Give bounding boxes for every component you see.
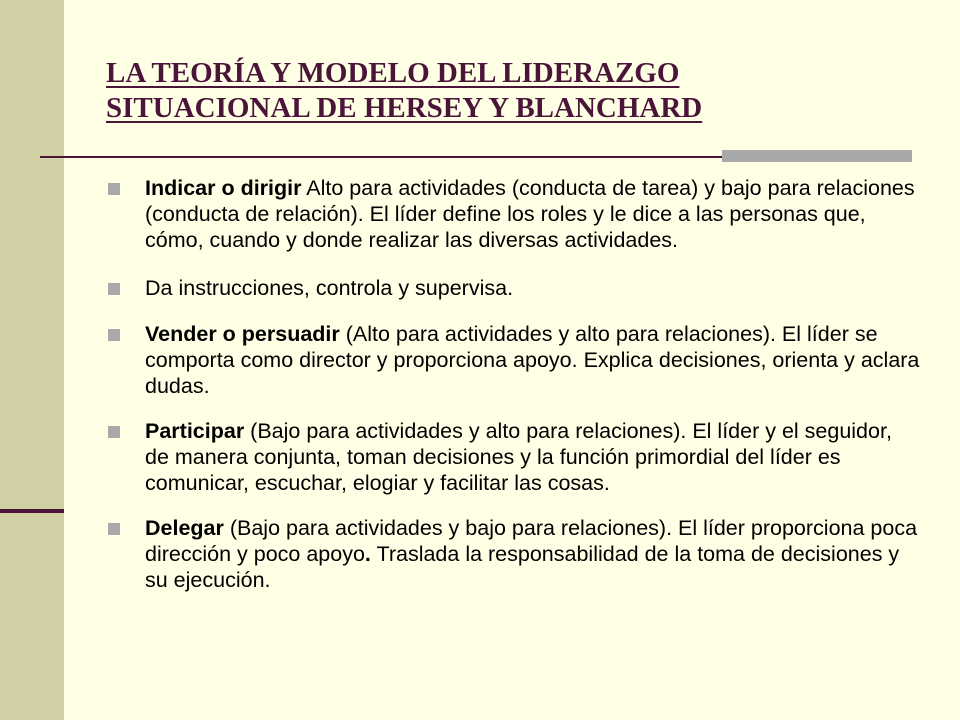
bullet-text: Da instrucciones, controla y supervisa. bbox=[145, 276, 514, 300]
bullet-term: Indicar o dirigir bbox=[145, 176, 302, 200]
title-line-2: SITUACIONAL DE HERSEY Y BLANCHARD bbox=[106, 92, 703, 124]
bullet-term: Participar bbox=[145, 419, 245, 443]
bullet-text-continued: Traslada la responsabilidad de la toma de decisiones y su ejecución. bbox=[145, 542, 900, 592]
bullet-term: Vender o persuadir bbox=[145, 322, 340, 346]
square-bullet-icon bbox=[108, 329, 120, 341]
bullet-term: Delegar bbox=[145, 516, 224, 540]
title-line-1: LA TEORÍA Y MODELO DEL LIDERAZGO bbox=[106, 57, 680, 89]
bullet-bold-period: . bbox=[364, 542, 371, 566]
side-band bbox=[0, 0, 64, 720]
bullet-list bbox=[108, 175, 920, 593]
bullet-item-delegar bbox=[108, 515, 920, 593]
side-accent-bar bbox=[0, 509, 64, 513]
bullet-item-vender bbox=[108, 321, 920, 399]
bullet-item-indicar bbox=[108, 175, 920, 253]
bullet-text: Alto para actividades (conducta de tarea) y bajo para relaciones (conducta de relación). El líder define los roles y le dice a las personas que, cómo, cuando y donde realizar las diversas actividades. bbox=[145, 176, 915, 252]
bullet-text: (Bajo para actividades y alto para relaciones). El líder y el seguidor, de manera conjunta, toman decisiones y la función primordial del líder es comunicar, escuchar, elogiar y facilitar las cosas. bbox=[145, 419, 892, 495]
square-bullet-icon bbox=[108, 523, 120, 535]
bullet-text: (Bajo para actividades y bajo para relaciones). El líder proporciona poca dirección y poco apoyo bbox=[145, 516, 918, 566]
slide-title bbox=[106, 56, 926, 126]
bullet-item-instrucciones bbox=[108, 275, 920, 301]
square-bullet-icon bbox=[108, 426, 120, 438]
bullet-item-participar bbox=[108, 418, 920, 496]
square-bullet-icon bbox=[108, 283, 120, 295]
square-bullet-icon bbox=[108, 183, 120, 195]
bullet-text: (Alto para actividades y alto para relaciones). El líder se comporta como director y proporciona apoyo. Explica decisiones, orienta y aclara dudas. bbox=[145, 322, 920, 398]
title-divider-block bbox=[722, 150, 912, 162]
